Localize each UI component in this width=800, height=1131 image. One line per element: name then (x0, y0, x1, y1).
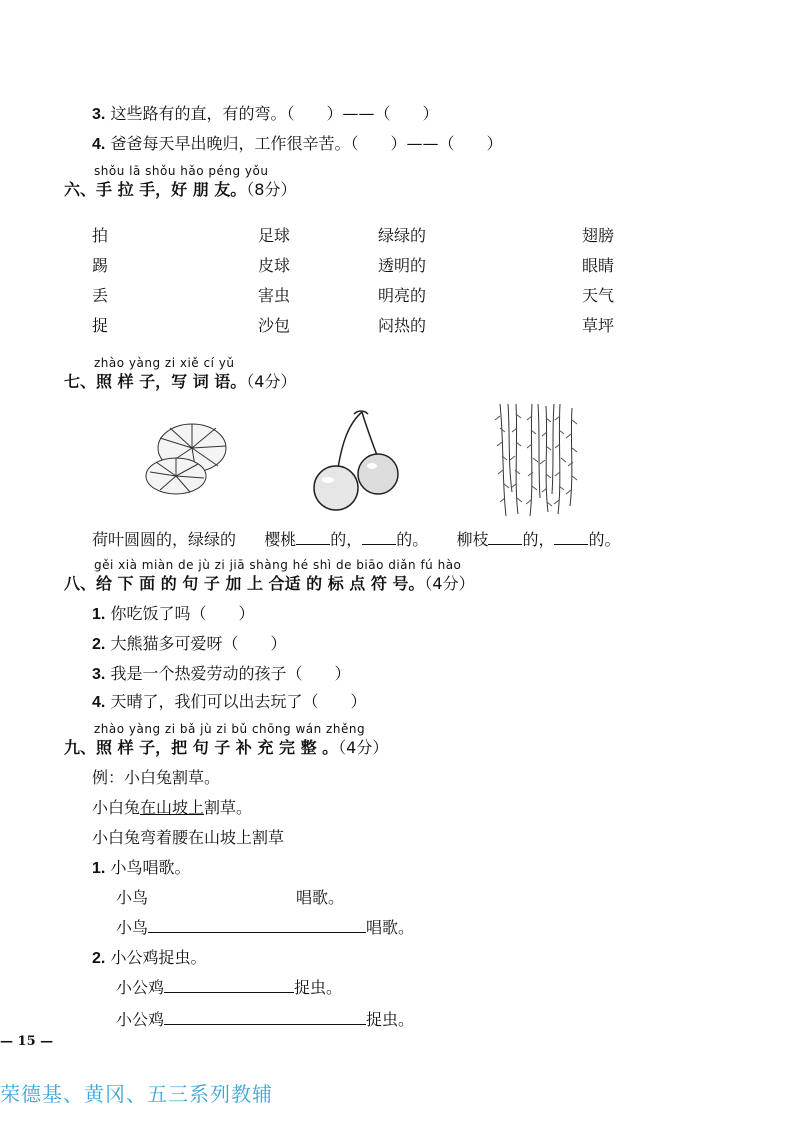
question-number: 4. (92, 694, 106, 711)
cherry-image (310, 408, 406, 512)
question-text: 大熊猫多可爱呀（ ） (110, 634, 287, 653)
answer-suffix: 捉虫。 (294, 978, 343, 997)
section6-pinyin: shǒu lā shǒu hǎo péng yǒu (94, 164, 269, 178)
question-number: 1. (92, 860, 106, 877)
match-left-4: 捉 (92, 316, 109, 335)
match-right-4: 草坪 (582, 316, 615, 335)
willow-image (488, 402, 580, 518)
match-adj-3: 明亮的 (378, 286, 427, 305)
question-number: 4. (92, 136, 106, 153)
example-sentence-3: 小白兔弯着腰在山坡上割草 (92, 828, 285, 847)
question-number: 2. (92, 950, 106, 967)
answer-prefix: 小鸟 (116, 918, 149, 937)
answer-blank[interactable] (164, 1010, 366, 1025)
willow-label: 柳枝 (456, 530, 489, 549)
footer-brand: 荣德基、黄冈、五三系列教辅 (0, 1082, 273, 1106)
match-adj-1: 绿绿的 (378, 226, 427, 245)
section9-q2-line2 (116, 1010, 414, 1030)
section7-heading (64, 372, 296, 392)
match-noun-4: 沙包 (258, 316, 291, 335)
section7-pinyin: zhào yàng zi xiě cí yǔ (94, 356, 235, 370)
match-noun-1: 足球 (258, 226, 291, 245)
question-number: 3. (92, 666, 106, 683)
section8-heading (64, 574, 475, 594)
question-text: 我是一个热爱劳动的孩子（ ） (110, 664, 351, 683)
example-sentence-1: 例：小白兔割草。 (92, 768, 221, 787)
match-right-3: 天气 (582, 286, 615, 305)
match-right-1: 翅膀 (582, 226, 615, 245)
de-text: 的。 (588, 530, 621, 549)
match-left-1: 拍 (92, 226, 109, 245)
section-score: （4分） (246, 372, 297, 391)
de-text: 的。 (396, 530, 429, 549)
cherry-label: 樱桃 (264, 530, 297, 549)
question-text: 爸爸每天早出晚归，工作很辛苦。（ ）——（ ） (110, 134, 503, 153)
cherry-blank-2[interactable] (362, 530, 396, 545)
lotus-leaf-image (140, 418, 232, 498)
de-text: 的， (330, 530, 363, 549)
example-phrase: 荷叶圆圆的，绿绿的 (92, 530, 237, 549)
section8-item-3 (92, 664, 350, 685)
question-number: 1. (92, 606, 106, 623)
match-adj-2: 透明的 (378, 256, 427, 275)
section9-q1-line1 (116, 888, 344, 908)
section9-q1-line2 (116, 918, 414, 938)
question-text: 小公鸡捉虫。 (110, 948, 207, 967)
answer-blank[interactable] (164, 978, 294, 993)
section5-q3 (92, 104, 438, 125)
section-score: （4分） (338, 738, 389, 757)
willow-blank-2[interactable] (554, 530, 588, 545)
answer-prefix: 小鸟 (116, 888, 149, 907)
section-title: 七、照 样 子，写 词 语。 (64, 372, 247, 391)
match-noun-2: 皮球 (258, 256, 291, 275)
question-text: 这些路有的直，有的弯。（ ）——（ ） (110, 104, 439, 123)
section-title: 六、手 拉 手，好 朋 友。 (64, 180, 247, 199)
answer-suffix: 捉虫。 (366, 1010, 415, 1029)
page-number: — 15 — (0, 1034, 54, 1049)
answer-blank[interactable] (148, 918, 366, 933)
section8-item-1 (92, 604, 254, 625)
section9-q2-line1 (116, 978, 342, 998)
answer-suffix: 唱歌。 (296, 888, 345, 907)
willow-blank-1[interactable] (488, 530, 522, 545)
section-title: 九、照 样 子，把 句 子 补 充 完 整 。 (64, 738, 339, 757)
example-text: 小白兔 (92, 798, 141, 817)
question-number: 2. (92, 636, 106, 653)
match-noun-3: 害虫 (258, 286, 291, 305)
match-adj-4: 闷热的 (378, 316, 427, 335)
section7-answer-line (92, 530, 620, 550)
answer-suffix: 唱歌。 (366, 918, 415, 937)
question-text: 天晴了，我们可以出去玩了（ ） (110, 692, 367, 711)
match-left-2: 踢 (92, 256, 109, 275)
section8-item-2 (92, 634, 286, 655)
section6-heading (64, 180, 296, 200)
question-text: 小鸟唱歌。 (110, 858, 191, 877)
answer-prefix: 小公鸡 (116, 978, 165, 997)
match-right-2: 眼睛 (582, 256, 615, 275)
section9-q1 (92, 858, 190, 879)
section-score: （8分） (246, 180, 297, 199)
section8-pinyin: gěi xià miàn de jù zi jiā shàng hé shì de biāo diǎn fú hào (94, 558, 462, 572)
section9-q2 (92, 948, 206, 969)
de-text: 的， (522, 530, 555, 549)
section8-item-4 (92, 692, 366, 713)
example-sentence-2 (92, 798, 252, 818)
section-title: 八、给 下 面 的 句 子 加 上 合适 的 标 点 符 号。 (64, 574, 425, 593)
section9-pinyin: zhào yàng zi bǎ jù zi bǔ chōng wán zhěng (94, 722, 366, 736)
answer-prefix: 小公鸡 (116, 1010, 165, 1029)
example-underlined: 在山坡上 (140, 798, 205, 817)
match-left-3: 丢 (92, 286, 109, 305)
example-text: 割草。 (204, 798, 253, 817)
section-score: （4分） (424, 574, 475, 593)
section5-q4 (92, 134, 502, 155)
cherry-blank-1[interactable] (296, 530, 330, 545)
question-text: 你吃饭了吗（ ） (110, 604, 255, 623)
question-number: 3. (92, 106, 106, 123)
section9-heading (64, 738, 388, 758)
